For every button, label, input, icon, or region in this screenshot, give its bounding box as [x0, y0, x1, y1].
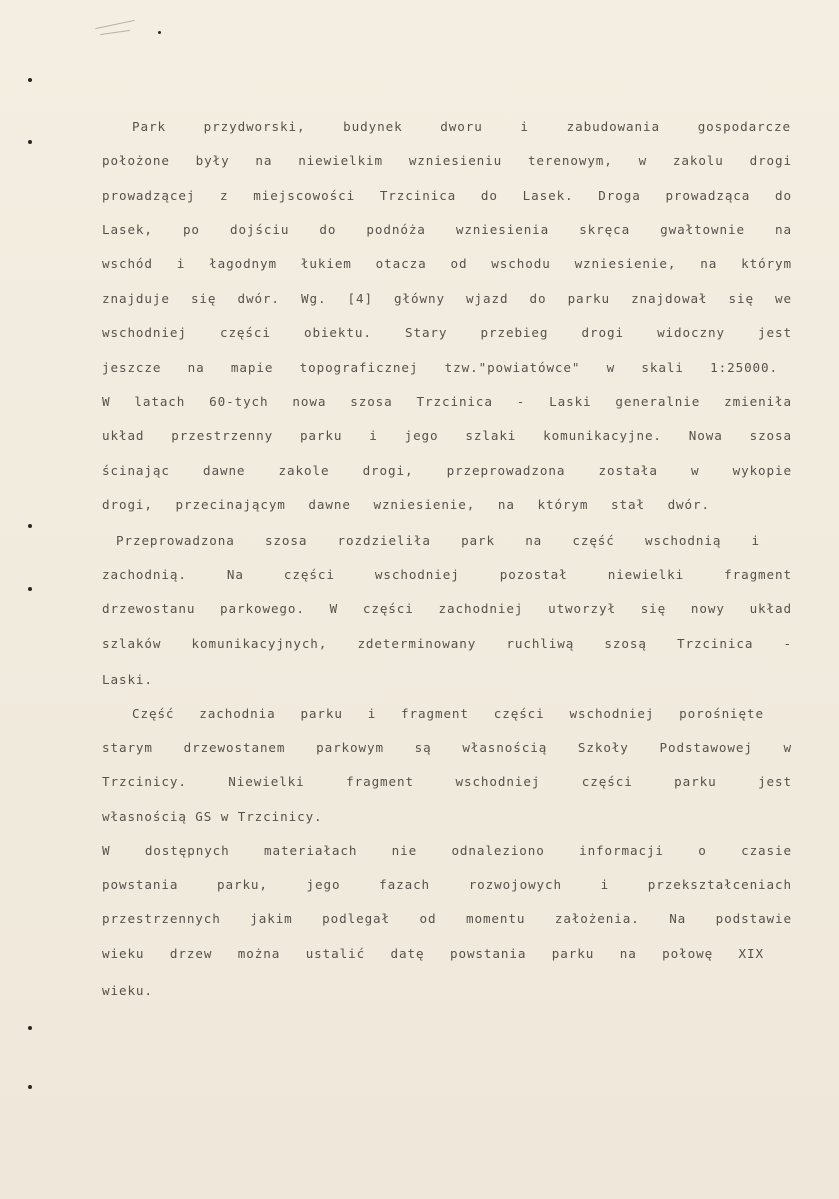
text-line: znajduje się dwór. Wg. [4] główny wjazd do parku znajdował się we [102, 291, 792, 306]
scan-artifact [95, 20, 134, 29]
text-line: wieku drzew można ustalić datę powstania parku na połowę XIX [102, 946, 764, 961]
text-line: Trzcinicy. Niewielki fragment wschodniej części parku jest [102, 774, 792, 789]
text-line: ścinając dawne zakole drogi, przeprowadzona została w wykopie [102, 463, 792, 478]
text-line: zachodnią. Na części wschodniej pozostał niewielki fragment [102, 567, 792, 582]
margin-mark [28, 587, 32, 591]
text-line: położone były na niewielkim wzniesieniu terenowym, w zakolu drogi [102, 153, 792, 168]
text-line: W latach 60-tych nowa szosa Trzcinica - Laski generalnie zmieniła [102, 394, 792, 409]
margin-mark [28, 78, 32, 82]
margin-mark [28, 1026, 32, 1030]
text-line: drogi, przecinającym dawne wzniesienie, na którym stał dwór. [102, 497, 710, 512]
text-line: Część zachodnia parku i fragment części wschodniej porośnięte [132, 706, 764, 721]
text-line: W dostępnych materiałach nie odnaleziono informacji o czasie [102, 843, 792, 858]
text-line: powstania parku, jego fazach rozwojowych i przekształceniach [102, 877, 792, 892]
text-line: własnością GS w Trzcinicy. [102, 809, 323, 824]
text-line: układ przestrzenny parku i jego szlaki komunikacyjne. Nowa szosa [102, 428, 792, 443]
text-line: wschód i łagodnym łukiem otacza od wschodu wzniesienie, na którym [102, 256, 792, 271]
text-line: Park przydworski, budynek dworu i zabudowania gospodarcze [132, 119, 791, 134]
margin-mark [158, 31, 161, 34]
text-line: drzewostanu parkowego. W części zachodniej utworzył się nowy układ [102, 601, 792, 616]
text-line: prowadzącej z miejscowości Trzcinica do Lasek. Droga prowadząca do [102, 188, 792, 203]
text-line: wieku. [102, 983, 153, 998]
margin-mark [28, 524, 32, 528]
text-line: Laski. [102, 672, 153, 687]
text-line: Lasek, po dojściu do podnóża wzniesienia skręca gwałtownie na [102, 222, 792, 237]
text-line: jeszcze na mapie topograficznej tzw."powiatówce" w skali 1:25000. [102, 360, 778, 375]
text-line: przestrzennych jakim podlegał od momentu założenia. Na podstawie [102, 911, 792, 926]
scan-artifact [100, 30, 130, 35]
text-line: Przeprowadzona szosa rozdzieliła park na część wschodnią i [116, 533, 760, 548]
margin-mark [28, 140, 32, 144]
text-line: starym drzewostanem parkowym są własnością Szkoły Podstawowej w [102, 740, 792, 755]
text-line: wschodniej części obiektu. Stary przebieg drogi widoczny jest [102, 325, 792, 340]
margin-mark [28, 1085, 32, 1089]
text-line: szlaków komunikacyjnych, zdeterminowany ruchliwą szosą Trzcinica - [102, 636, 792, 651]
